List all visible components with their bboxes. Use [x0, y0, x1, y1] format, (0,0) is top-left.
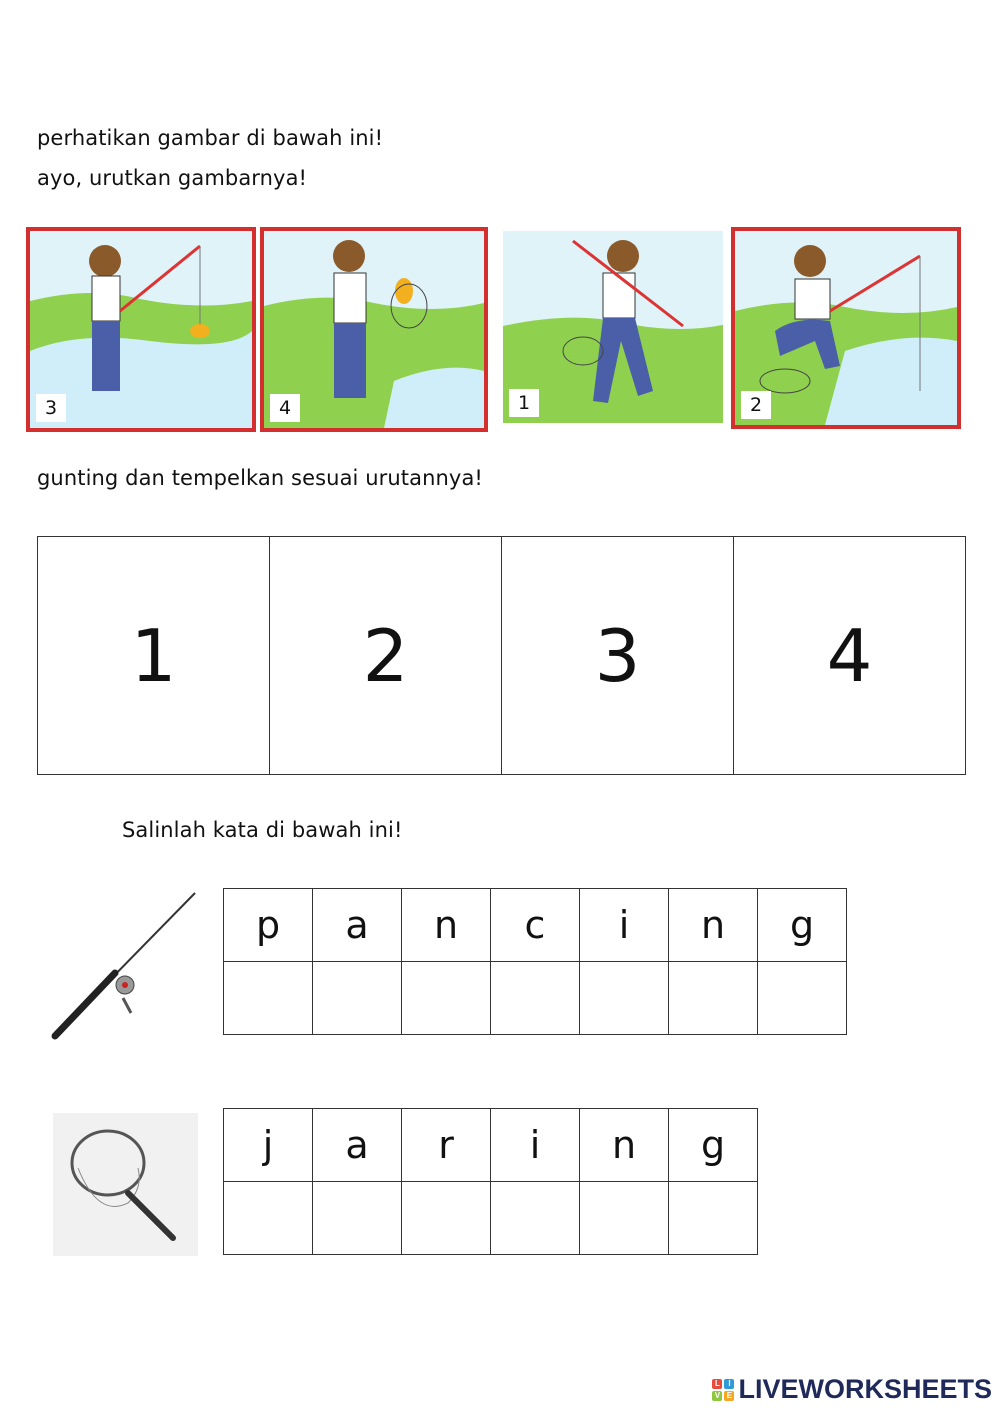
liveworksheets-logo [712, 1374, 992, 1405]
copy-cell[interactable] [402, 1182, 491, 1255]
panel-number-2: 2 [741, 391, 771, 419]
instruction-order: ayo, urutkan gambarnya! [37, 166, 308, 190]
copy-cell[interactable] [669, 962, 758, 1035]
table-row [224, 1182, 758, 1255]
story-panel-walking [499, 227, 727, 427]
copy-cell[interactable] [402, 962, 491, 1035]
word-table-jaring [223, 1108, 758, 1255]
table-row [224, 889, 847, 962]
fishing-rod-icon [45, 888, 200, 1043]
story-panel-reeling [26, 227, 256, 432]
story-panel-caught [260, 227, 488, 432]
fishing-net-icon [53, 1113, 198, 1256]
answer-box-2[interactable]: 2 [270, 537, 502, 774]
table-row [224, 962, 847, 1035]
copy-cell[interactable] [758, 962, 847, 1035]
copy-cell[interactable] [491, 962, 580, 1035]
letter-cell: g [758, 889, 847, 962]
copy-cell[interactable] [580, 962, 669, 1035]
copy-cell[interactable] [224, 1182, 313, 1255]
copy-cell[interactable] [491, 1182, 580, 1255]
answer-box-1[interactable]: 1 [38, 537, 270, 774]
copy-cell[interactable] [669, 1182, 758, 1255]
letter-cell: g [669, 1109, 758, 1182]
letter-cell: n [580, 1109, 669, 1182]
copy-cell[interactable] [224, 962, 313, 1035]
logo-mark-icon: L I V E [712, 1379, 734, 1401]
letter-cell: c [491, 889, 580, 962]
letter-cell: p [224, 889, 313, 962]
letter-cell: j [224, 1109, 313, 1182]
letter-cell: n [402, 889, 491, 962]
letter-cell: a [313, 889, 402, 962]
copy-cell[interactable] [580, 1182, 669, 1255]
copy-cell[interactable] [313, 1182, 402, 1255]
panel-number-1: 1 [509, 389, 539, 417]
story-panel-fishing [731, 227, 961, 429]
answer-grid [37, 536, 966, 775]
answer-box-4[interactable]: 4 [826, 613, 873, 698]
word-table-pancing [223, 888, 847, 1035]
logo-text: LIVEWORKSHEETS [738, 1374, 992, 1404]
copy-cell[interactable] [313, 962, 402, 1035]
letter-cell: i [580, 889, 669, 962]
letter-cell: a [313, 1109, 402, 1182]
instruction-observe: perhatikan gambar di bawah ini! [37, 126, 384, 150]
instruction-copy-words: Salinlah kata di bawah ini! [122, 818, 403, 842]
letter-cell: r [402, 1109, 491, 1182]
instruction-cut-paste: gunting dan tempelkan sesuai urutannya! [37, 466, 483, 490]
letter-cell: i [491, 1109, 580, 1182]
answer-box-3[interactable]: 3 [502, 537, 734, 774]
table-row [224, 1109, 758, 1182]
panel-number-4: 4 [270, 394, 300, 422]
letter-cell: n [669, 889, 758, 962]
panel-number-3: 3 [36, 394, 66, 422]
